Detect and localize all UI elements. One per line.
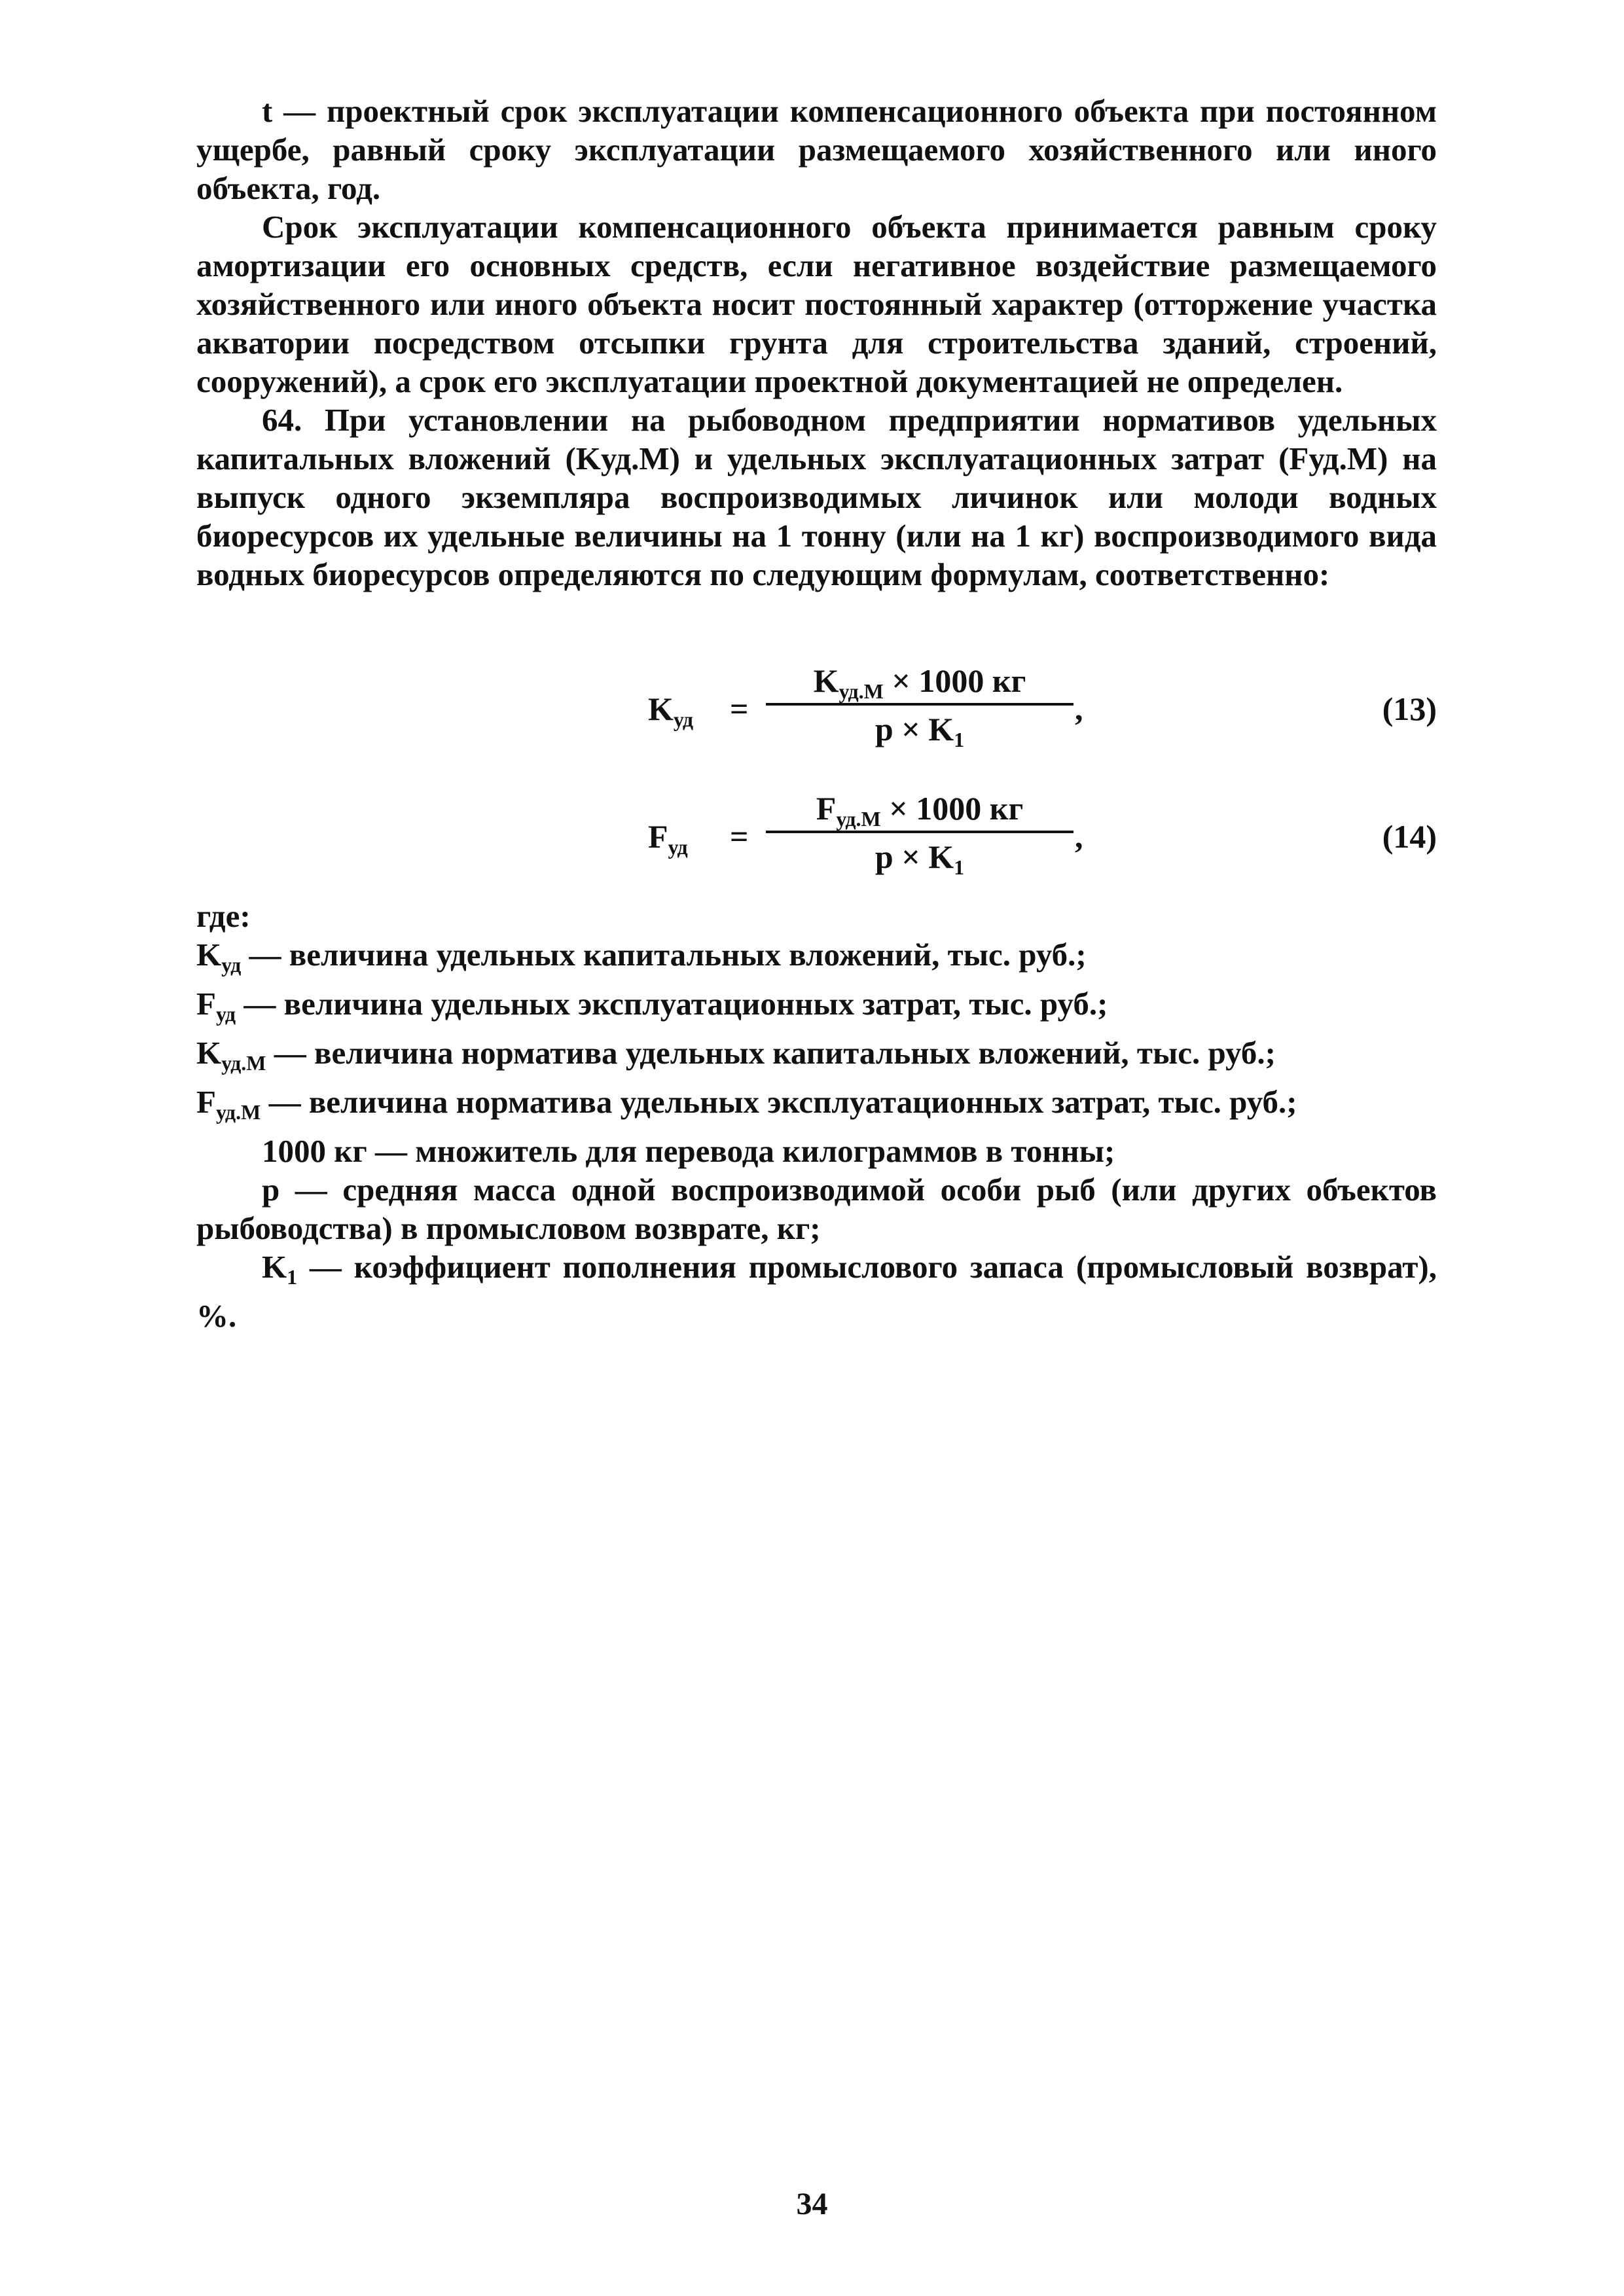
definition-f-ud-m: $F_{уд.М}$ — величина норматива удельных эксплуатационных затрат, тыс. руб.; — [196, 1084, 1297, 1124]
paragraph-service-life: Срок эксплуатации компенсационного объекта принимается равным сроку амортизации его основных средств, если негативное воздействие размещаемого хозяйственного или иного объекта носит постоянный характер (отторжение участка акватории посредством отсыпки грунта для строительства зданий, строений, сооружений), а срок его эксплуатации проектной документацией не определен. — [196, 209, 1437, 399]
formula-14-number: (14) — [1382, 818, 1437, 855]
formula-14-equals: = — [730, 818, 749, 855]
formula-14-denominator: $p \times K_1$ — [875, 838, 965, 879]
formula-13-comma: , — [1075, 691, 1083, 727]
formula-13-fraction-bar — [766, 703, 1074, 706]
definition-k-ud-m: $K_{уд.М}$ — величина норматива удельных капитальных вложений, тыс. руб.; — [196, 1035, 1276, 1075]
formula-13-fraction — [766, 661, 1074, 749]
formula-14-lhs: $F_{уд}$ — [648, 818, 688, 859]
intro-text — [196, 92, 1437, 594]
formula-13-lhs: $K_{уд}$ — [648, 691, 694, 731]
paragraph-t-definition: t — проектный срок эксплуатации компенсационного объекта при постоянном ущербе, равный сроку эксплуатации размещаемого хозяйственного или иного объекта, год. — [196, 93, 1437, 206]
formula-13 — [196, 661, 1437, 766]
where-label: где: — [196, 898, 251, 934]
paragraph-64: 64. При установлении на рыбоводном предприятии нормативов удельных капитальных вложений (Kуд.М) и удельных эксплуатационных затрат (Fуд.М) на выпуск одного экземпляра воспроизводимых личинок или молоди водных биоресурсов их удельные величины на 1 тонну (или на 1 кг) воспроизводимого вида водных биоресурсов определяются по следующим формулам, соответственно: — [196, 402, 1437, 592]
formula-14-fraction-bar — [766, 831, 1074, 833]
definition-k-ud: $K_{уд}$ — величина удельных капитальных вложений, тыс. руб.; — [196, 937, 1087, 977]
formula-14-numerator: $F_{уд.М} \times 1000$ кг — [816, 790, 1024, 831]
formula-13-equals: = — [730, 691, 749, 727]
formula-14-fraction — [766, 789, 1074, 879]
definition-k1: $K_1$ — коэффициент пополнения промыслового запаса (промысловый возврат), %. — [196, 1249, 1437, 1334]
definition-f-ud: $F_{уд}$ — величина удельных эксплуатационных затрат, тыс. руб.; — [196, 986, 1108, 1026]
definition-p: p — средняя масса одной воспроизводимой особи рыб (или других объектов рыбоводства) в промысловом возврате, кг; — [196, 1172, 1437, 1246]
definitions-list — [196, 897, 1437, 1335]
formula-13-denominator: $p \times K_1$ — [875, 711, 965, 751]
formula-13-number: (13) — [1382, 691, 1437, 727]
formula-13-numerator: $K_{уд.М} \times 1000$ кг — [813, 662, 1026, 703]
formula-14-comma: , — [1075, 818, 1083, 855]
page-number: 34 — [796, 2187, 828, 2221]
formula-14 — [196, 789, 1437, 893]
definition-1000-kg: 1000 кг — множитель для перевода килограммов в тонны; — [262, 1133, 1115, 1169]
